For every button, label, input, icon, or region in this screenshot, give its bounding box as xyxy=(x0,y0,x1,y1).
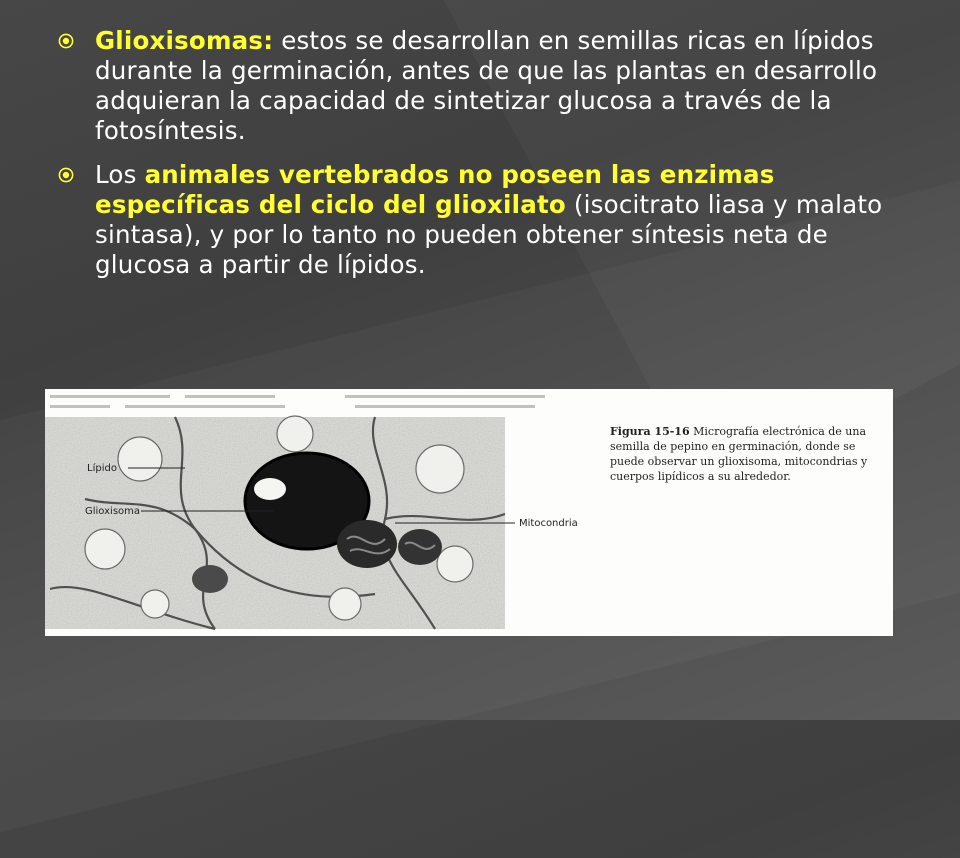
caption-text: Micrografía electrónica de una semilla de pepino en germinación, donde se puede observar un glioxisoma, mitocondrias y cuerpos lipídicos a su alrededor. xyxy=(610,425,868,483)
bullet-highlight: animales vertebrados no poseen las enzimas específicas del ciclo del glioxilato xyxy=(95,160,775,219)
label-glyoxysome: Glioxisoma xyxy=(85,506,141,517)
bullet-list xyxy=(58,26,908,294)
bullet-glyoxysomes xyxy=(58,26,908,146)
figure-caption xyxy=(610,424,885,484)
micrograph-figure xyxy=(45,389,893,636)
bullet-marker-icon xyxy=(58,167,74,183)
label-mitochondria: Mitocondria xyxy=(519,518,578,529)
bullet-text-pre: Los xyxy=(95,160,145,189)
caption-title: Figura 15-16 xyxy=(610,425,690,438)
label-lipid: Lípido xyxy=(87,463,117,474)
bullet-marker-icon xyxy=(58,33,74,49)
bullet-lead-term: Glioxisomas: xyxy=(95,26,274,55)
bullet-text: estos se desarrollan en semillas ricas en lípidos durante la germinación, antes de que las plantas en desarrollo adquieran la capacidad de sintetizar glucosa a través de la fotosíntesis. xyxy=(95,26,878,145)
micrograph-image xyxy=(45,389,605,636)
bullet-text-post: (isocitrato liasa y malato sintasa), y por lo tanto no pueden obtener síntesis neta de glucosa a partir de lípidos. xyxy=(95,190,883,279)
bullet-vertebrates xyxy=(58,160,908,280)
